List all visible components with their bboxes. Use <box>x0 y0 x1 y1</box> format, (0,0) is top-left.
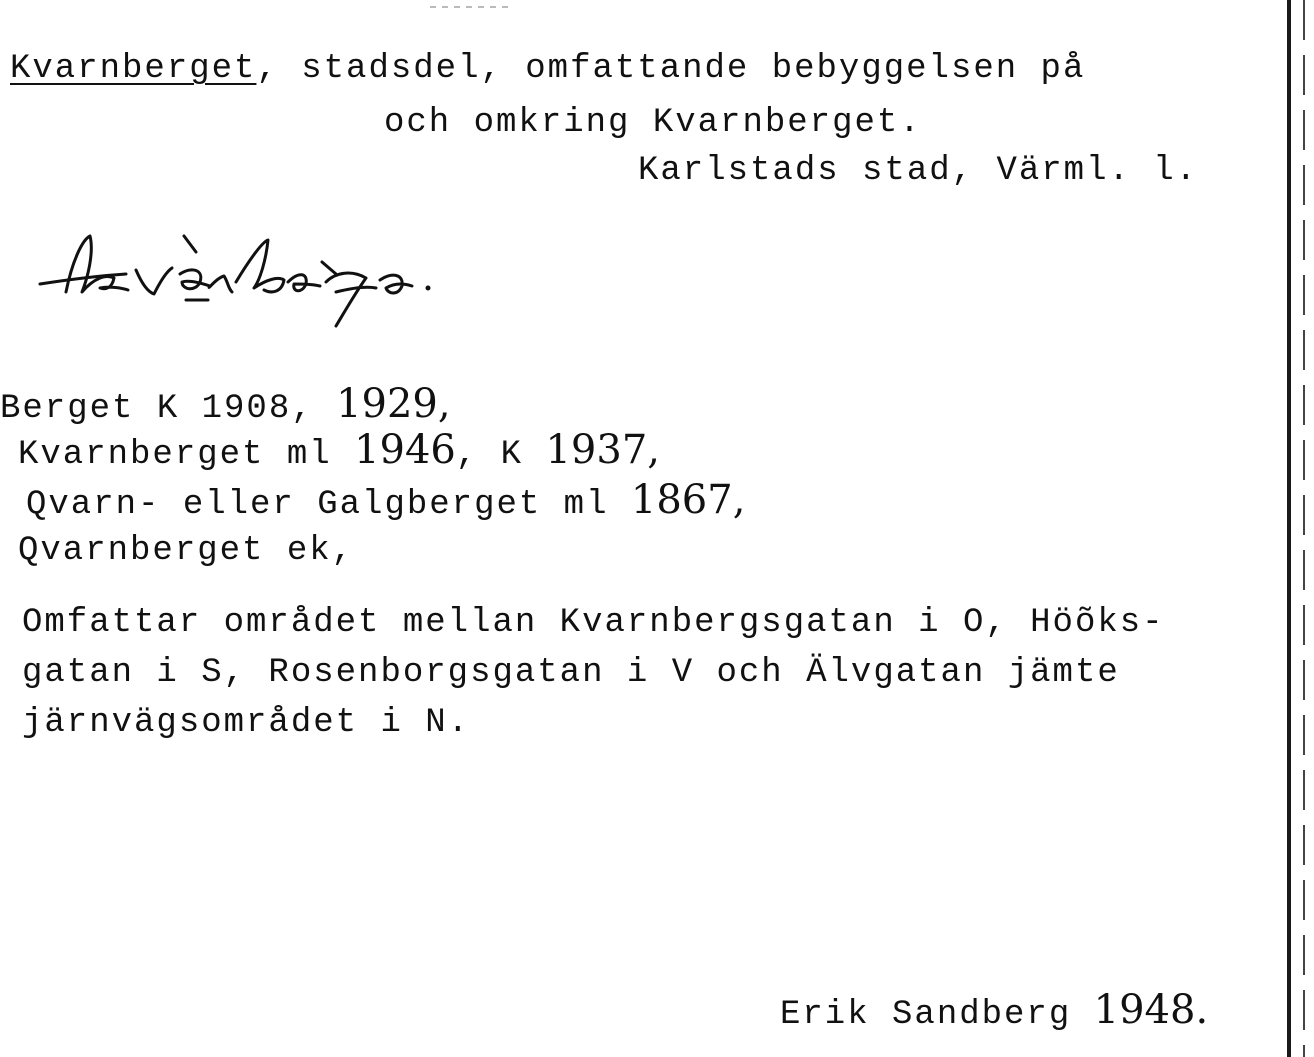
card-edge-shadow <box>1303 0 1305 1057</box>
description-line-3: järnvägsområdet i N. <box>22 704 471 742</box>
record-text: , K <box>455 436 546 474</box>
scan-mark <box>430 6 510 8</box>
record-kvarnberget <box>18 427 660 474</box>
record-text: Kvarnberget ml <box>18 436 355 474</box>
heading-line-2: och omkring Kvarnberget. <box>384 104 922 142</box>
record-text: Qvarn- eller Galgberget ml <box>26 486 631 524</box>
record-text: Qvarnberget ek, <box>18 532 355 570</box>
record-handwritten-year: 1867, <box>630 477 746 523</box>
heading-line-1 <box>10 52 1085 86</box>
description-line-1: Omfattar området mellan Kvarnbergsgatan i O, Höõks- <box>22 604 1165 642</box>
signature-name: Erik Sandberg <box>780 996 1094 1034</box>
signature-year: 1948. <box>1093 987 1209 1033</box>
signature <box>780 987 1209 1034</box>
heading-rest: , stadsdel, omfattande bebyggelsen på <box>256 50 1086 88</box>
record-berget <box>0 381 451 428</box>
record-handwritten-year: 1946 <box>354 427 456 473</box>
record-handwritten-year: 1937, <box>545 427 660 473</box>
handwritten-pronunciation <box>36 222 556 332</box>
headword: Kvarnberget <box>10 50 257 88</box>
description-line-2: gatan i S, Rosenborgsgatan i V och Älvgatan jämte <box>22 654 1120 692</box>
record-qvarnberget <box>18 534 354 568</box>
card-edge <box>1287 0 1291 1057</box>
pronunciation-script <box>36 222 556 332</box>
location-line: Karlstads stad, Värml. l. <box>638 152 1199 190</box>
record-text: Berget K 1908, <box>0 390 337 428</box>
record-handwritten-year: 1929, <box>336 381 451 427</box>
record-qvarn-eller-galgberget <box>26 477 746 524</box>
